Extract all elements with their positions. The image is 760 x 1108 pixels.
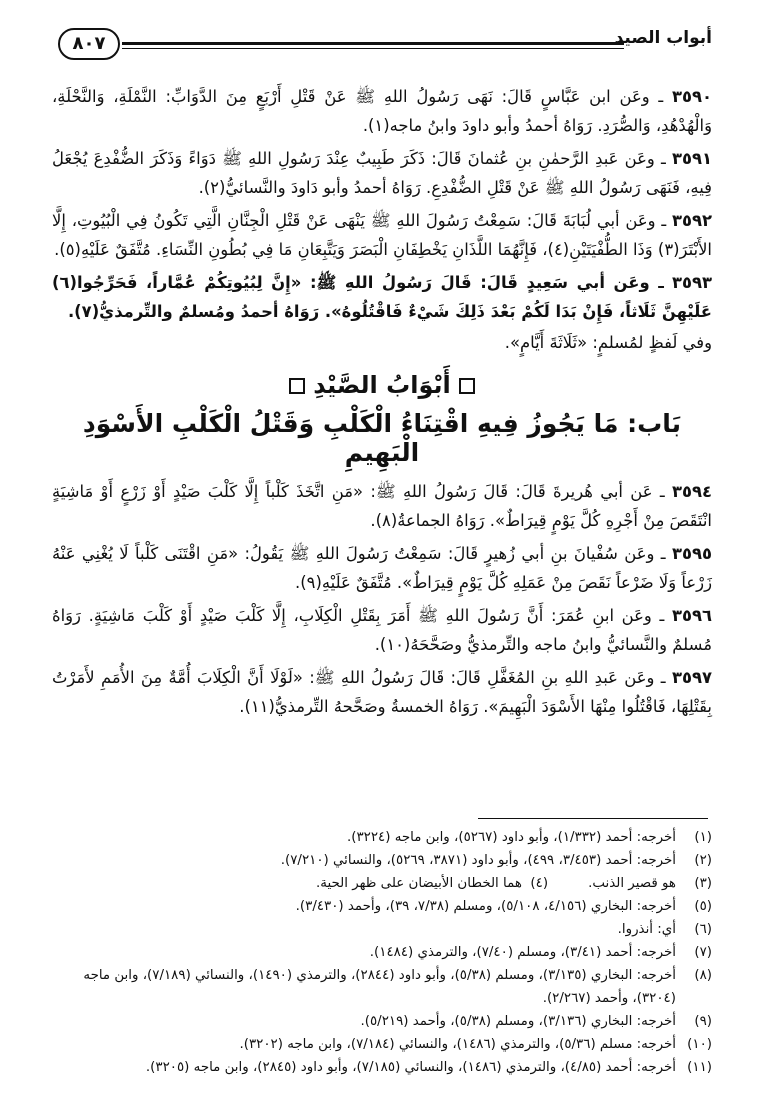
footnote-number: (١٠) [687,1037,712,1052]
hadith-text: ـ وعَن عَبدِ الرَّحمٰنِ بنِ عُثمانَ قَالَ: ذَكَرَ طَبِيبٌ عِنْدَ رَسُولِ اللهِ ﷺ دَوَاءً وَذَكَرَ الضُّفْدِعَ يُجْعَلُ فِيهِ، فَنَهَى رَسُولُ اللهِ ﷺ عَنْ قَتْلِ الضُّفْدِعِ. رَوَاهُ أحمدُ وأبو دَاودَ والنَّسائيُّ(٢). [52,149,712,197]
running-header [52,28,712,72]
hadith-number: ٣٥٩٥ [671,544,713,563]
header-rule-thick [122,42,624,45]
footnote [52,964,712,1010]
hadith-3591 [52,144,712,202]
footnote-text: أخرجه: مسلم (٥/٣٦)، والترمذي (١٤٨٦)، والنسائي (٧/١٨٤)، وابن ماجه (٣٢٠٢). [239,1037,676,1052]
hadith-3595 [52,539,712,597]
footnote-text: أخرجه: البخاري (٣/١٣٥)، ومسلم (٥/٣٨)، وأبو داود (٢٨٤٤)، والترمذي (١٤٩٠)، والنسائي (٧/١٨٩)، وابن ماجه (٣٢٠٤)، وأحمد (٢/٢٦٧). [83,968,676,1006]
footnote-text: أي: أنذروا. [617,922,676,937]
footnote-text: هو قصير الذنب. [588,876,676,891]
footnote-number: (٨) [694,968,712,983]
footnote [52,826,712,849]
hadith-3590 [52,82,712,140]
footnote [52,1010,712,1033]
footnote [52,918,712,941]
section-title: أَبْوَابُ الصَّيْدِ [313,371,451,399]
header-rule-thin [122,48,624,49]
main-text [52,82,712,725]
footnote-number: (٧) [694,945,712,960]
page-number: ٨٠٧ [58,28,120,60]
running-title: أبواب الصيد [614,28,712,48]
square-ornament-icon [459,378,475,394]
footnote-number: (٦) [694,922,712,937]
hadith-text: ـ وعَن عَبدِ اللهِ بنِ المُغَفَّلِ قَالَ: قَالَ رَسُولُ اللهِ ﷺ: «لَوْلَا أَنَّ الْكِلَابَ أُمَّةٌ مِنَ الأُمَمِ لأَمَرْتُ بِقَتْلِهَا، فَاقْتُلُوا مِنْهَا الأَسْوَدَ الْبَهِيمَ». رَوَاهُ الخمسةُ وصَحَّحهُ التِّرمذيُّ(١١). [52,668,712,716]
section-heading [52,371,712,399]
hadith-number: ٣٥٩٧ [671,668,712,687]
hadith-number: ٣٥٩٣ [671,273,712,292]
square-ornament-icon [289,378,305,394]
hadith-3596 [52,601,712,659]
hadith-text: ـ وعَن أبي سَعِيدٍ قَالَ: قَالَ رَسُولُ اللهِ ﷺ: «إِنَّ لِبُيُوتِكُمْ عُمَّاراً، فَحَرِّجُوا(٦) عَلَيْهِنَّ ثَلَاثاً، فَإِنْ بَدَا لَكُمْ بَعْدَ ذَلِكَ شَيْءٌ فَاقْتُلُوهُ». رَوَاهُ أحمدُ ومُسلمٌ والتِّرمذيُّ(٧). [52,273,712,321]
hadith-text: ـ وعَن أبي لُبَابَةَ قَالَ: سَمِعْتُ رَسُولَ اللهِ ﷺ يَنْهَى عَنْ قَتْلِ الْجِنَّانِ الَّتِي تَكُونُ فِي الْبُيُوتِ، إِلَّا الأَبْتَرَ(٣) وَذَا الطُّفْيَتَيْنِ(٤)، فَإِنَّهُمَا اللَّذَانِ يَخْطِفَانِ الْبَصَرَ وَيَتَّبِعَانِ مَا فِي بُطُونِ النِّسَاءِ. مُتَّفَقٌ عَلَيْهِ(٥). [52,211,712,259]
footnote-text: أخرجه: البخاري (٣/١٣٦)، ومسلم (٥/٣٨)، وأحمد (٥/٢١٩). [360,1014,676,1029]
muslim-note: وفي لَفظٍ لمُسلمٍ: «ثَلَاثَةَ أَيَّامٍ». [504,333,712,352]
hadith-number: ٣٥٩١ [671,149,712,168]
footnote [52,1056,712,1079]
hadith-text: ـ عَن أبي هُريرةَ قَالَ: قَالَ رَسُولُ اللهِ ﷺ: «مَنِ اتَّخَذَ كَلْباً إِلَّا كَلْبَ صَيْدٍ أَوْ زَرْعٍ أَوْ مَاشِيَةٍ انْتَقَصَ مِنْ أَجْرِهِ كُلَّ يَوْمٍ قِيرَاطٌ». رَوَاهُ الجماعةُ(٨). [52,482,712,530]
footnote-number: (٩) [694,1014,712,1029]
footnote-number: (١١) [687,1060,712,1075]
footnote-text: أخرجه: أحمد (٤/٨٥)، والترمذي (١٤٨٦)، والنسائي (٧/١٨٥)، وأبو داود (٢٨٤٥)، وابن ماجه (٣٢٠٥). [145,1060,676,1075]
footnote-text: أخرجه: أحمد (١/٣٣٢)، وأبو داود (٥٢٦٧)، وابن ماجه (٣٢٢٤). [346,830,676,845]
chapter-heading: بَاب: مَا يَجُوزُ فِيهِ اقْتِنَاءُ الْكَلْبِ وَقَتْلُ الْكَلْبِ الأَسْوَدِ الْبَهِيمِ [82,409,682,467]
footnote-text: أخرجه: البخاري (٤/١٥٦، ٥/١٠٨)، ومسلم (٧/٣٨، ٣٩)، وأحمد (٣/٤٣٠). [295,899,676,914]
footnote [52,872,712,895]
hadith-number: ٣٥٩٦ [671,606,712,625]
footnote-text: أخرجه: أحمد (٣/٤١)، ومسلم (٧/٤٠)، والترمذي (١٤٨٤). [369,945,676,960]
footnote-text: هما الخطان الأبيضان على ظهر الحية. [316,876,522,891]
footnote-number: (٢) [694,853,712,868]
footnote-separator [478,818,708,819]
footnote-number: (٥) [694,899,712,914]
footnote [52,941,712,964]
footnote [52,1033,712,1056]
hadith-3597 [52,663,712,721]
hadith-3593 [52,268,712,326]
hadith-3592 [52,206,712,264]
footnote-number: (٤) [530,876,549,891]
hadith-number: ٣٥٩٤ [671,482,712,501]
hadith-text: ـ وعَن سُفْيانَ بنِ أبي زُهيرٍ قَالَ: سَمِعْتُ رَسُولَ اللهِ ﷺ يَقُولُ: «مَنِ اقْتَنَى كَلْباً لَا يُغْنِي عَنْهُ زَرْعاً وَلَا ضَرْعاً نَقَصَ مِنْ عَمَلِهِ كُلَّ يَوْمٍ قِيرَاطٌ». مُتَّفَقٌ عَلَيْهِ(٩). [52,544,712,592]
hadith-number: ٣٥٩٠ [671,87,713,106]
footnotes [52,826,712,1079]
hadith-text: ـ وعَن ابن عَبَّاسٍ قَالَ: نَهَى رَسُولُ اللهِ ﷺ عَنْ قَتْلِ أَرْبَعٍ مِنَ الدَّوَابِّ: النَّمْلَةِ، وَالنَّحْلَةِ، وَالْهُدْهُدِ، وَالصُّرَدِ. رَوَاهُ أحمدُ وأبو داودَ وابنُ ماجه(١). [52,87,712,135]
footnote-number: (٣) [694,876,712,891]
hadith-3594 [52,477,712,535]
hadith-number: ٣٥٩٢ [671,211,712,230]
footnote [52,849,712,872]
hadith-text: ـ وعَن ابنِ عُمَرَ: أَنَّ رَسُولَ اللهِ ﷺ أَمَرَ بِقَتْلِ الْكِلَابِ، إِلَّا كَلْبَ صَيْدٍ أَوْ كَلْبَ مَاشِيَةٍ. رَوَاهُ مُسلمٌ والنَّسائيُّ وابنُ ماجه والتِّرمذيُّ وصَحَّحَهُ(١٠). [52,606,712,654]
footnote-text: أخرجه: أحمد (٣/٤٥٣، ٤٩٩)، وأبو داود (٣٨٧١، ٥٢٦٩)، والنسائي (٧/٢١٠). [280,853,676,868]
footnote-number: (١) [694,830,712,845]
footnote [52,895,712,918]
